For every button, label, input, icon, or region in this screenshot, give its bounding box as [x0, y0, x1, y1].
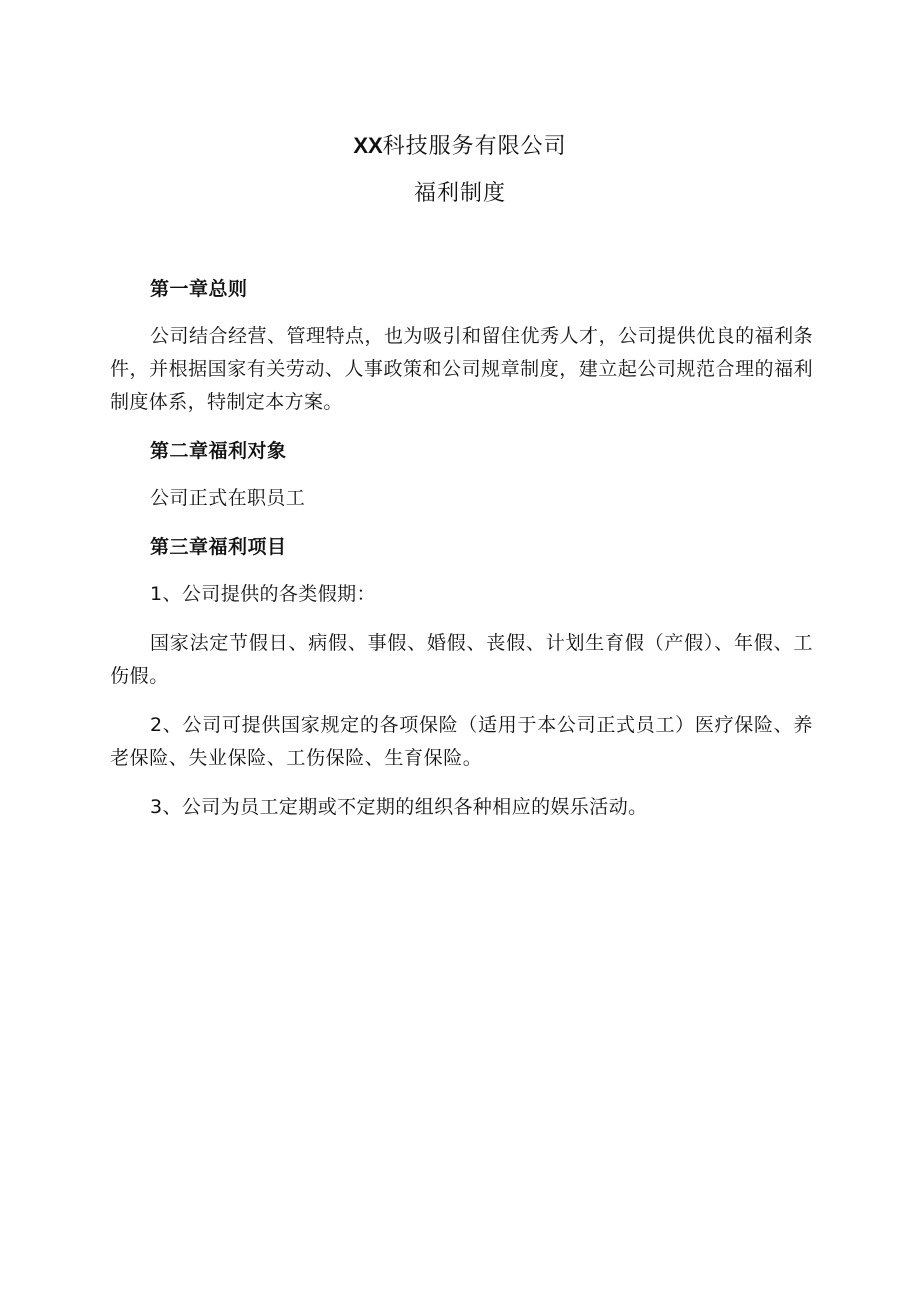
chapter-3-heading: 第三章福利项目: [150, 536, 287, 558]
document-body: [110, 273, 813, 840]
chapter-1-heading: 第一章总则: [150, 278, 248, 300]
document-title: 福利制度: [413, 181, 506, 206]
chapter-1-paragraph: 公司结合经营、管理特点，也为吸引和留住优秀人才，公司提供优良的福利条件，并根据国家有关劳动、人事政策和公司规章制度，建立起公司规范合理的福利制度体系，特制定本方案。: [110, 325, 813, 413]
company-title-suffix: 科技服务有限公司: [382, 134, 567, 159]
chapter-3-item-1-detail: 国家法定节假日、病假、事假、婚假、丧假、计划生育假（产假）、年假、工伤假。: [110, 632, 813, 687]
chapter-3-item-3: 3、公司为员工定期或不定期的组织各种相应的娱乐活动。: [150, 796, 648, 818]
company-title-prefix: XX: [353, 133, 383, 158]
chapter-2-heading: 第二章福利对象: [150, 440, 287, 462]
chapter-3-item-1-title: 1、公司提供的各类假期：: [150, 583, 376, 605]
chapter-2-paragraph: 公司正式在职员工: [150, 487, 306, 509]
company-title: [0, 131, 920, 162]
chapter-3-item-2: 2、公司可提供国家规定的各项保险（适用于本公司正式员工）医疗保险、养老保险、失业保险、工伤保险、生育保险。: [110, 714, 813, 769]
